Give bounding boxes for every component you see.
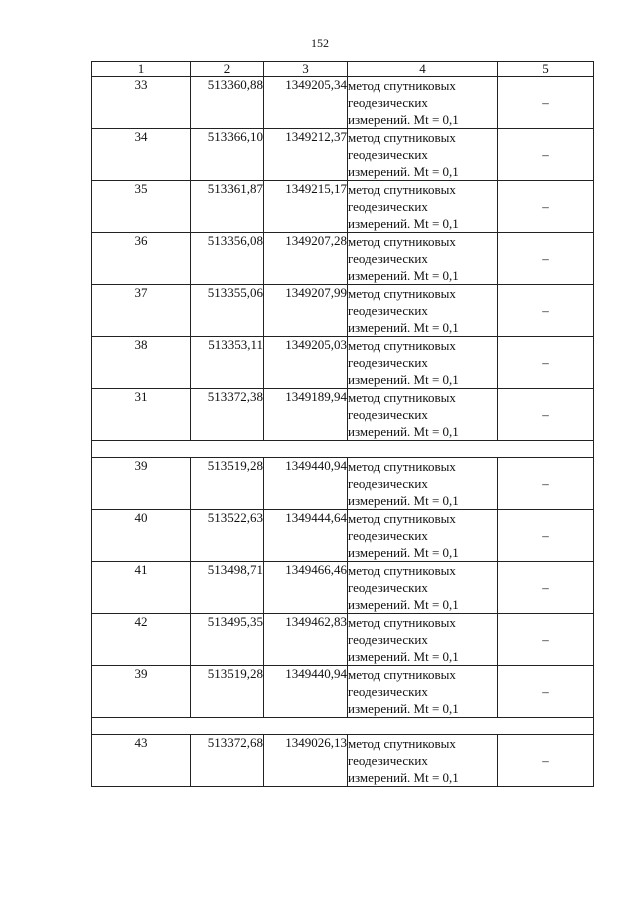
method-text-line: метод спутниковых: [348, 667, 456, 682]
method-text-line: метод спутниковых: [348, 182, 456, 197]
table-row: [92, 735, 594, 787]
x-coordinate-cell: 513522,63: [191, 510, 264, 562]
method-text-line: измерений. Mt = 0,1: [348, 320, 459, 335]
header-cell-2: 2: [191, 62, 264, 77]
point-number-cell: 39: [92, 666, 191, 718]
table-row: [92, 181, 594, 233]
method-text-line: измерений. Mt = 0,1: [348, 770, 459, 785]
point-number-cell: 41: [92, 562, 191, 614]
method-cell: [348, 285, 498, 337]
table-row: [92, 666, 594, 718]
method-text-line: измерений. Mt = 0,1: [348, 597, 459, 612]
table-row: [92, 129, 594, 181]
table-row: [92, 510, 594, 562]
table-row: [92, 389, 594, 441]
x-coordinate-cell: 513353,11: [191, 337, 264, 389]
table-row: [92, 562, 594, 614]
method-text-line: метод спутниковых: [348, 511, 456, 526]
point-number-cell: 38: [92, 337, 191, 389]
column5-dash-cell: –: [498, 614, 594, 666]
method-text-line: метод спутниковых: [348, 459, 456, 474]
x-coordinate-cell: 513519,28: [191, 458, 264, 510]
header-cell-3: 3: [264, 62, 348, 77]
table-row: [92, 614, 594, 666]
table-row: [92, 233, 594, 285]
y-coordinate-cell: 1349215,17: [264, 181, 348, 233]
method-cell: [348, 389, 498, 441]
method-text-line: измерений. Mt = 0,1: [348, 545, 459, 560]
separator-cell: [92, 441, 594, 458]
coordinates-table: [91, 61, 594, 787]
method-text-line: метод спутниковых: [348, 390, 456, 405]
method-text-line: измерений. Mt = 0,1: [348, 372, 459, 387]
method-text-line: метод спутниковых: [348, 563, 456, 578]
method-text-line: геодезических: [348, 753, 428, 768]
method-text-line: геодезических: [348, 528, 428, 543]
x-coordinate-cell: 513372,38: [191, 389, 264, 441]
method-text-line: измерений. Mt = 0,1: [348, 164, 459, 179]
method-text-line: геодезических: [348, 199, 428, 214]
method-text-line: метод спутниковых: [348, 736, 456, 751]
table-body: [92, 77, 594, 787]
column5-dash-cell: –: [498, 77, 594, 129]
column5-dash-cell: –: [498, 510, 594, 562]
column5-dash-cell: –: [498, 458, 594, 510]
method-text-line: метод спутниковых: [348, 234, 456, 249]
method-cell: [348, 458, 498, 510]
table-row: [92, 337, 594, 389]
method-text-line: измерений. Mt = 0,1: [348, 649, 459, 664]
x-coordinate-cell: 513355,06: [191, 285, 264, 337]
table-header-row: [92, 62, 594, 77]
column5-dash-cell: –: [498, 285, 594, 337]
x-coordinate-cell: 513498,71: [191, 562, 264, 614]
table-separator-row: [92, 441, 594, 458]
method-text-line: измерений. Mt = 0,1: [348, 268, 459, 283]
column5-dash-cell: –: [498, 666, 594, 718]
x-coordinate-cell: 513372,68: [191, 735, 264, 787]
column5-dash-cell: –: [498, 233, 594, 285]
method-text-line: метод спутниковых: [348, 338, 456, 353]
method-cell: [348, 233, 498, 285]
point-number-cell: 37: [92, 285, 191, 337]
method-cell: [348, 129, 498, 181]
x-coordinate-cell: 513356,08: [191, 233, 264, 285]
method-cell: [348, 562, 498, 614]
point-number-cell: 39: [92, 458, 191, 510]
method-text-line: метод спутниковых: [348, 78, 456, 93]
method-text-line: метод спутниковых: [348, 615, 456, 630]
method-cell: [348, 337, 498, 389]
point-number-cell: 43: [92, 735, 191, 787]
y-coordinate-cell: 1349207,28: [264, 233, 348, 285]
y-coordinate-cell: 1349205,03: [264, 337, 348, 389]
y-coordinate-cell: 1349205,34: [264, 77, 348, 129]
table-row: [92, 458, 594, 510]
method-text-line: измерений. Mt = 0,1: [348, 112, 459, 127]
header-cell-5: 5: [498, 62, 594, 77]
method-text-line: измерений. Mt = 0,1: [348, 216, 459, 231]
column5-dash-cell: –: [498, 337, 594, 389]
y-coordinate-cell: 1349207,99: [264, 285, 348, 337]
method-cell: [348, 735, 498, 787]
method-text-line: геодезических: [348, 303, 428, 318]
method-cell: [348, 666, 498, 718]
method-text-line: измерений. Mt = 0,1: [348, 701, 459, 716]
method-cell: [348, 77, 498, 129]
method-text-line: геодезических: [348, 632, 428, 647]
method-text-line: измерений. Mt = 0,1: [348, 493, 459, 508]
x-coordinate-cell: 513519,28: [191, 666, 264, 718]
header-cell-1: 1: [92, 62, 191, 77]
table-row: [92, 77, 594, 129]
column5-dash-cell: –: [498, 129, 594, 181]
point-number-cell: 40: [92, 510, 191, 562]
method-cell: [348, 181, 498, 233]
method-text-line: метод спутниковых: [348, 130, 456, 145]
column5-dash-cell: –: [498, 562, 594, 614]
method-text-line: геодезических: [348, 95, 428, 110]
table-separator-row: [92, 718, 594, 735]
method-text-line: геодезических: [348, 476, 428, 491]
column5-dash-cell: –: [498, 389, 594, 441]
method-text-line: геодезических: [348, 684, 428, 699]
table-row: [92, 285, 594, 337]
method-text-line: геодезических: [348, 355, 428, 370]
y-coordinate-cell: 1349440,94: [264, 458, 348, 510]
method-text-line: геодезических: [348, 407, 428, 422]
x-coordinate-cell: 513360,88: [191, 77, 264, 129]
method-cell: [348, 510, 498, 562]
y-coordinate-cell: 1349212,37: [264, 129, 348, 181]
y-coordinate-cell: 1349462,83: [264, 614, 348, 666]
y-coordinate-cell: 1349189,94: [264, 389, 348, 441]
method-text-line: геодезических: [348, 580, 428, 595]
method-cell: [348, 614, 498, 666]
point-number-cell: 33: [92, 77, 191, 129]
page-number: 152: [311, 36, 329, 50]
header-cell-4: 4: [348, 62, 498, 77]
separator-cell: [92, 718, 594, 735]
y-coordinate-cell: 1349026,13: [264, 735, 348, 787]
x-coordinate-cell: 513495,35: [191, 614, 264, 666]
column5-dash-cell: –: [498, 735, 594, 787]
point-number-cell: 35: [92, 181, 191, 233]
x-coordinate-cell: 513361,87: [191, 181, 264, 233]
point-number-cell: 34: [92, 129, 191, 181]
column5-dash-cell: –: [498, 181, 594, 233]
y-coordinate-cell: 1349444,64: [264, 510, 348, 562]
method-text-line: измерений. Mt = 0,1: [348, 424, 459, 439]
y-coordinate-cell: 1349440,94: [264, 666, 348, 718]
method-text-line: геодезических: [348, 147, 428, 162]
point-number-cell: 42: [92, 614, 191, 666]
point-number-cell: 36: [92, 233, 191, 285]
x-coordinate-cell: 513366,10: [191, 129, 264, 181]
y-coordinate-cell: 1349466,46: [264, 562, 348, 614]
method-text-line: метод спутниковых: [348, 286, 456, 301]
point-number-cell: 31: [92, 389, 191, 441]
method-text-line: геодезических: [348, 251, 428, 266]
